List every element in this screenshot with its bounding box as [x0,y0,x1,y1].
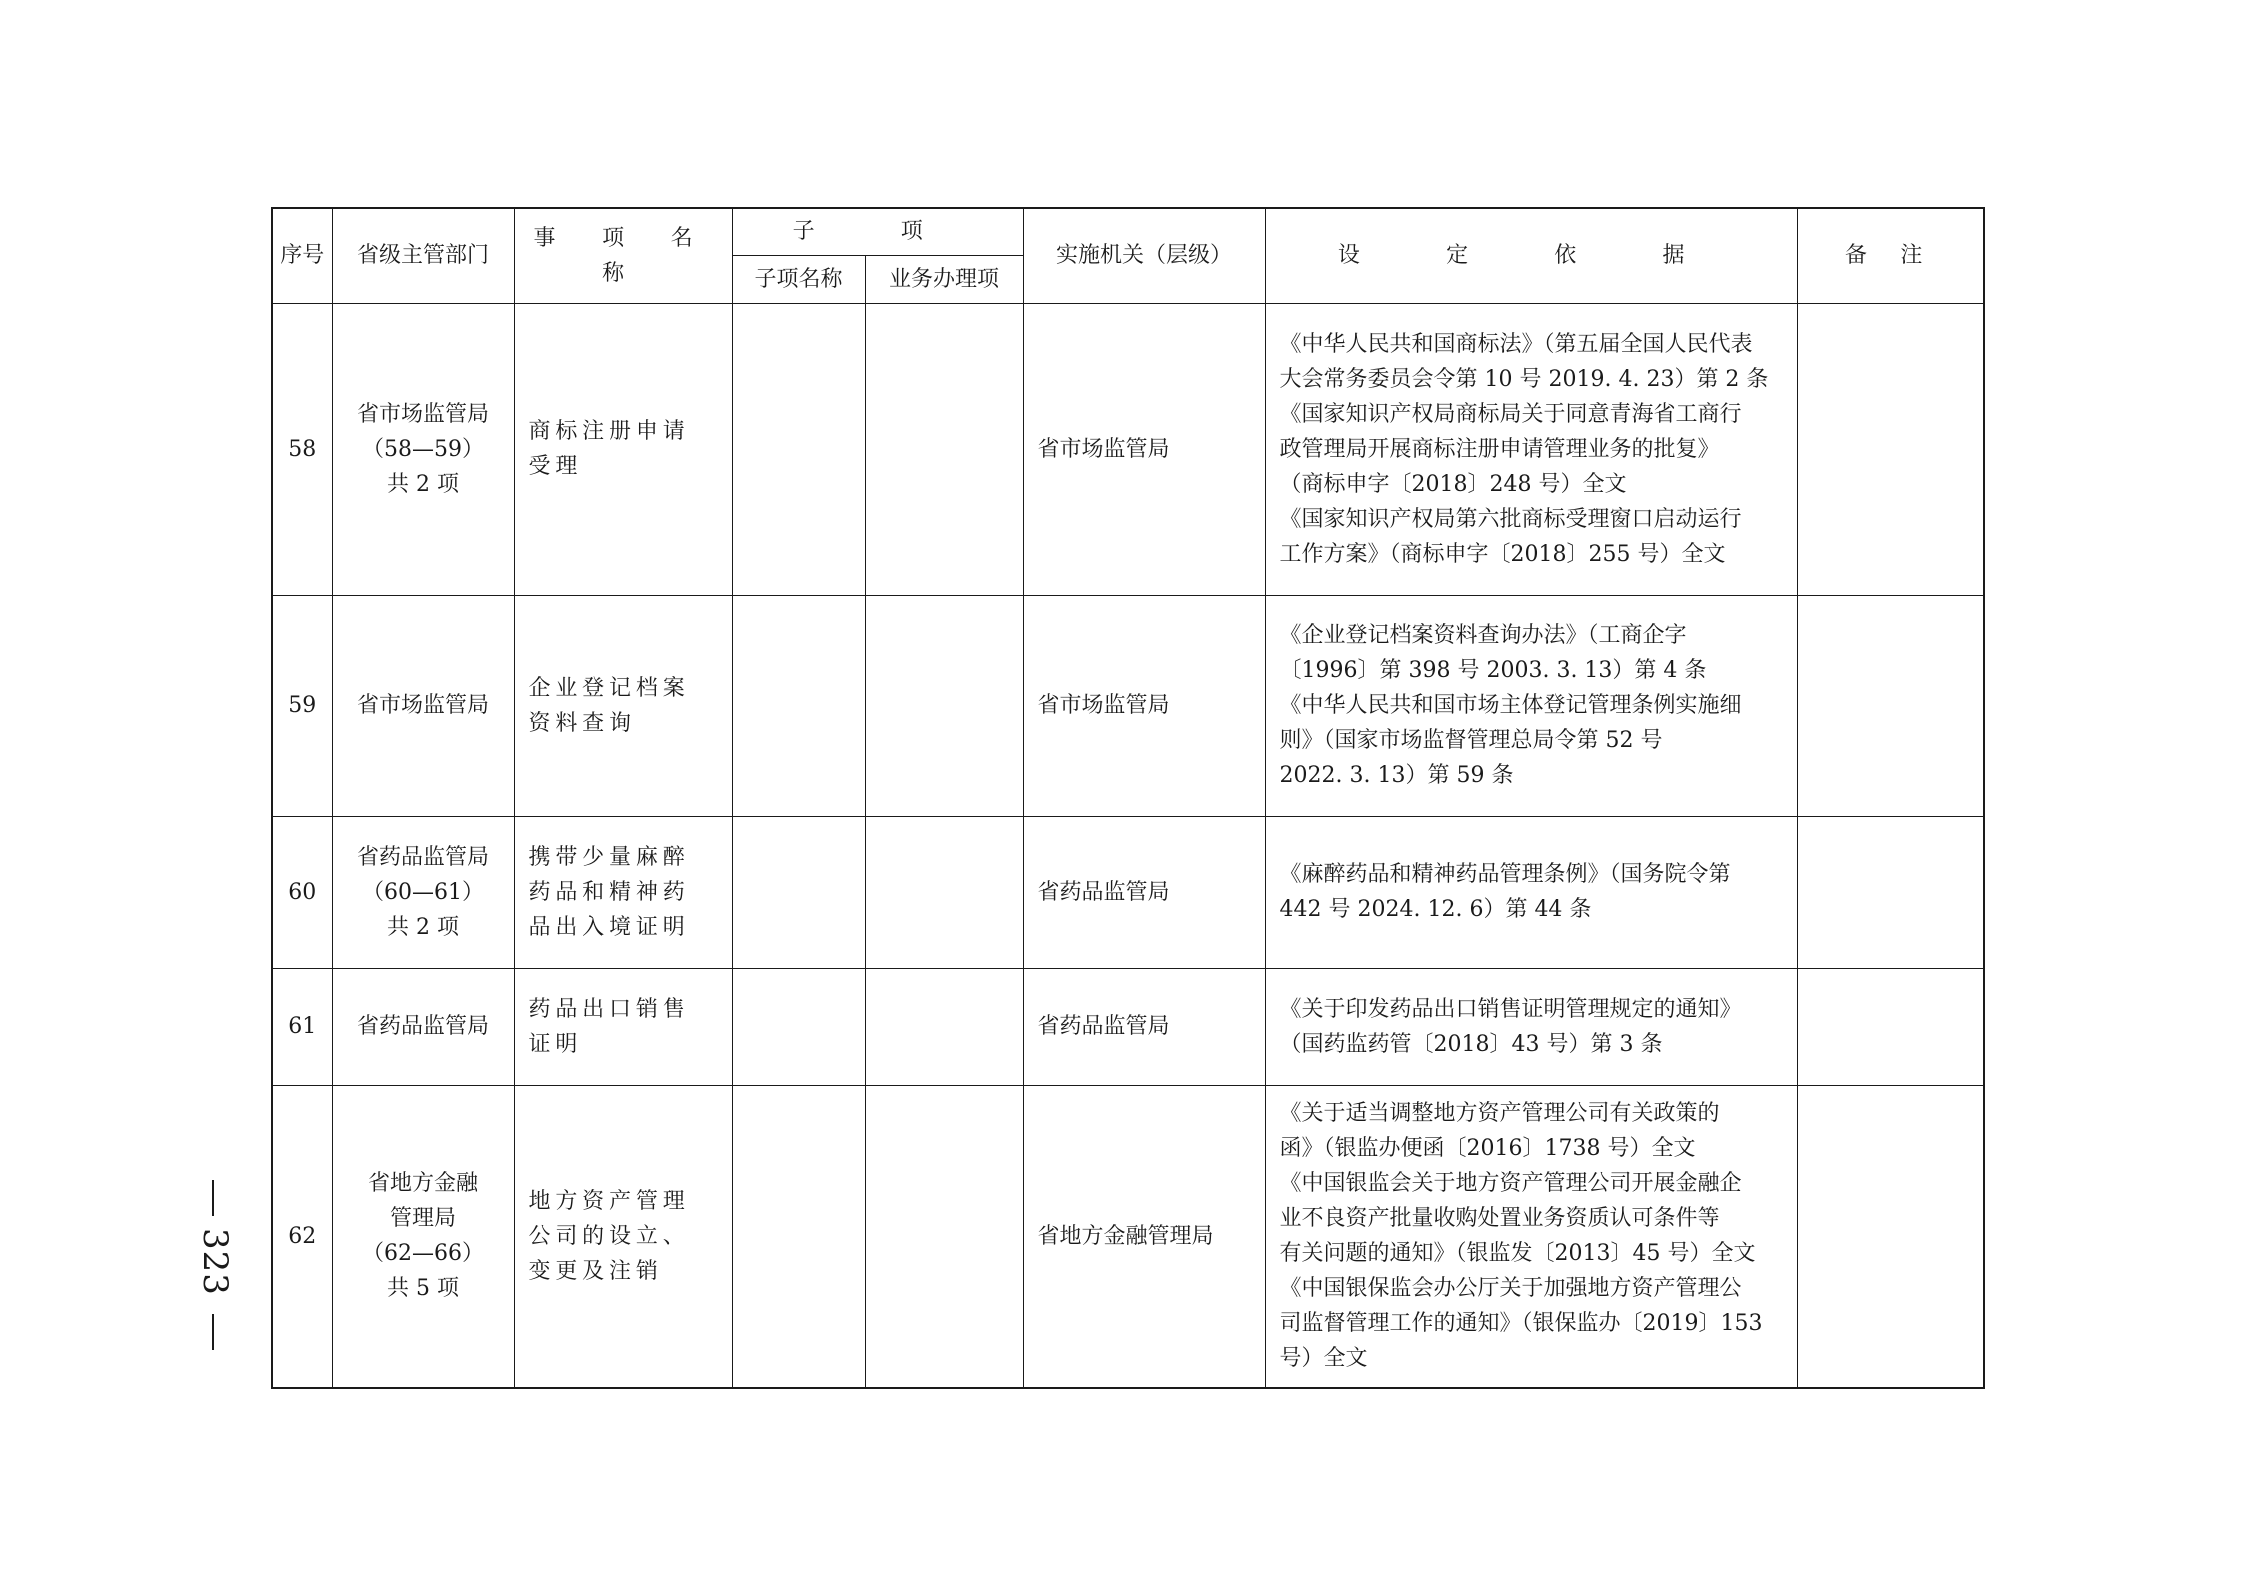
cell-seq: 59 [272,595,332,816]
cell-dept [332,816,514,968]
cell-basis [1265,1085,1797,1388]
cell-seq: 62 [272,1085,332,1388]
cell-item-name [514,595,732,816]
basis-line: 《国家知识产权局商标局关于同意青海省工商行 [1279,401,1742,427]
cell-dept [332,303,514,595]
header-agency: 实施机关（层级） [1023,208,1265,303]
cell-sub-name [732,968,865,1085]
basis-line: 《中国银保监会办公厅关于加强地方资产管理公 [1279,1276,1742,1302]
catalog-table [271,207,1985,1389]
cell-seq: 58 [272,303,332,595]
cell-seq: 60 [272,816,332,968]
cell-sub-business [865,816,1023,968]
basis-line: 《中华人民共和国市场主体登记管理条例实施细 [1279,693,1742,718]
page-number [190,1180,240,1350]
cell-seq: 61 [272,968,332,1085]
cell-item-name [514,1085,732,1388]
basis-line: 《国家知识产权局第六批商标受理窗口启动运行 [1279,506,1742,532]
basis-line: （国药监药管〔2018〕43 号）第 3 条 [1279,1031,1663,1057]
item-name-text: 商标注册申请受理 [528,419,690,479]
dept-line: 省药品监管局 [356,1014,489,1039]
dept-line: 省药品监管局 [356,844,489,870]
dept-line: 管理局 [389,1206,456,1232]
cell-agency: 省市场监管局 [1023,595,1265,816]
dept-line: 共 2 项 [387,471,459,497]
basis-line: 政管理局开展商标注册申请管理业务的批复》 [1279,436,1720,462]
header-sub-group: 子 项 [732,208,1023,255]
cell-sub-business [865,303,1023,595]
basis-line: 函》（银监办便函〔2016〕1738 号）全文 [1279,1136,1696,1162]
cell-sub-name [732,1085,865,1388]
dept-line: （62—66） [362,1241,484,1267]
cell-remark [1797,303,1984,595]
cell-basis [1265,968,1797,1085]
cell-basis [1265,595,1797,816]
dept-line: 共 2 项 [387,914,459,940]
table-body [272,303,1984,1388]
cell-remark [1797,1085,1984,1388]
cell-item-name [514,968,732,1085]
item-name-text: 药品出口销售证明 [528,996,690,1057]
cell-remark [1797,968,1984,1085]
cell-basis [1265,303,1797,595]
basis-line: 〔1996〕第 398 号 2003. 3. 13）第 4 条 [1279,658,1707,683]
basis-line: 442 号 2024. 12. 6）第 44 条 [1279,897,1592,922]
cell-sub-name [732,595,865,816]
table-row [272,1085,1984,1388]
table-row [272,968,1984,1085]
basis-line: 号）全文 [1279,1346,1368,1372]
basis-line: 则》（国家市场监督管理总局令第 52 号 [1279,728,1663,753]
page-number-dash-top [212,1180,214,1216]
dept-line: 省市场监管局 [356,401,489,427]
cell-dept [332,1085,514,1388]
dept-line: （60—61） [362,879,484,905]
cell-basis [1265,816,1797,968]
header-remark: 备 注 [1797,208,1984,303]
cell-sub-business [865,595,1023,816]
header-basis: 设 定 依 据 [1265,208,1797,303]
table-row [272,595,1984,816]
cell-sub-business [865,1085,1023,1388]
cell-dept [332,595,514,816]
cell-sub-name [732,816,865,968]
cell-item-name [514,816,732,968]
cell-agency: 省地方金融管理局 [1023,1085,1265,1388]
header-seq: 序号 [272,208,332,303]
header-sub-business: 业务办理项 [865,255,1023,303]
basis-line: 司监督管理工作的通知》（银保监办〔2019〕153 [1279,1311,1763,1337]
basis-line: 业不良资产批量收购处置业务资质认可条件等 [1279,1206,1720,1232]
table-header [272,208,1984,303]
dept-line: 省地方金融 [367,1171,478,1197]
basis-line: 工作方案》（商标申字〔2018〕255 号）全文 [1279,541,1726,567]
basis-line: 《企业登记档案资料查询办法》（工商企字 [1279,623,1687,648]
cell-agency: 省药品监管局 [1023,968,1265,1085]
basis-line: 大会常务委员会令第 10 号 2019. 4. 23）第 2 条 [1279,366,1769,392]
basis-line: 《关于印发药品出口销售证明管理规定的通知》 [1279,996,1742,1022]
header-dept: 省级主管部门 [332,208,514,303]
basis-line: 《中华人民共和国商标法》（第五届全国人民代表 [1279,331,1753,357]
item-name-text: 企业登记档案资料查询 [528,675,690,736]
cell-remark [1797,595,1984,816]
cell-remark [1797,816,1984,968]
cell-sub-name [732,303,865,595]
dept-line: 省市场监管局 [356,693,489,718]
cell-item-name [514,303,732,595]
cell-sub-business [865,968,1023,1085]
item-name-text: 地方资产管理公司的设立、变更及注销 [528,1188,690,1284]
cell-agency: 省市场监管局 [1023,303,1265,595]
basis-line: （商标申字〔2018〕248 号）全文 [1279,471,1627,497]
dept-line: （58—59） [362,436,484,462]
table-row [272,816,1984,968]
basis-line: 《麻醉药品和精神药品管理条例》（国务院令第 [1279,862,1731,887]
basis-line: 有关问题的通知》（银监发〔2013〕45 号）全文 [1279,1241,1756,1267]
cell-agency: 省药品监管局 [1023,816,1265,968]
header-sub-name: 子项名称 [732,255,865,303]
basis-line: 《中国银监会关于地方资产管理公司开展金融企 [1279,1171,1742,1197]
basis-line: 2022. 3. 13）第 59 条 [1279,763,1514,788]
header-item-name: 事 项 名 称 [514,208,732,303]
page-number-dash-bottom [212,1314,214,1350]
basis-line: 《关于适当调整地方资产管理公司有关政策的 [1279,1101,1720,1127]
cell-dept [332,968,514,1085]
item-name-text: 携带少量麻醉药品和精神药品出入境证明 [528,844,690,940]
dept-line: 共 5 项 [387,1276,459,1302]
table-row [272,303,1984,595]
page-number-text: 323 [195,1228,235,1296]
